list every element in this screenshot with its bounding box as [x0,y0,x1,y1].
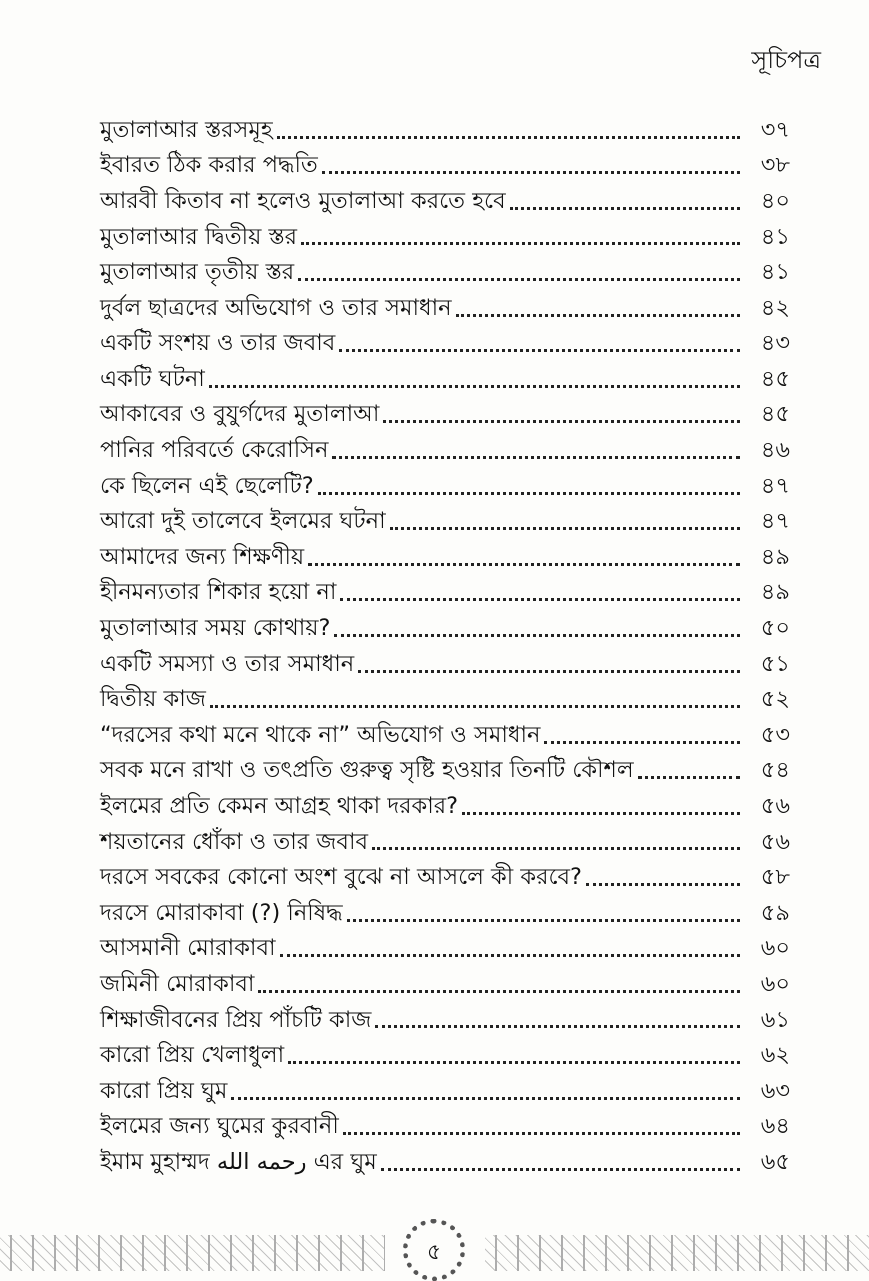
dot-leader [462,812,740,815]
toc-entry [100,1033,790,1069]
toc-entry-page: ৪৭ [760,508,790,535]
toc-entry-page: ৪৬ [760,437,790,464]
dot-leader [347,919,740,922]
toc-entry-title: “দরসের কথা মনে থাকে না” অভিযোগ ও সমাধান [100,721,541,748]
page-header-title: সূচিপত্র [751,46,821,74]
dot-leader [298,278,740,281]
toc-entry [100,500,790,536]
dot-leader [375,1025,740,1028]
toc-entry-title: মুতালাআর স্তরসমূহ [100,116,273,143]
toc-entry-page: ৪১ [760,223,790,250]
toc-entry-page: ৫৪ [760,757,790,784]
toc-entry-page: ৬১ [760,1006,790,1033]
toc-entry-title: শয়তানের ধোঁকা ও তার জবাব [100,828,369,855]
toc-entry [100,642,790,678]
toc-entry [100,713,790,749]
toc-entry-title: আসমানী মোরাকাবা [100,935,276,962]
dot-leader [381,1168,740,1171]
dot-leader [280,954,740,957]
toc-entry-title: কারো প্রিয় খেলাধুলা [100,1042,285,1069]
toc-entry-title: দরসে মোরাকাবা (?) নিষিদ্ধ [100,899,343,926]
toc-entry-title: দুর্বল ছাত্রদের অভিযোগ ও তার সমাধান [100,294,452,321]
toc-entry-page: ৫৬ [760,793,790,819]
toc-entry-title: ইমাম মুহাম্মদ رحمه الله এর ঘুম [100,1148,377,1175]
toc-entry-page: ৫৮ [760,864,790,891]
toc-entry-title: ইলমের প্রতি কেমন আগ্রহ থাকা দরকার? [100,793,459,819]
toc-entry [100,215,790,251]
toc-entry-page: ৬০ [760,935,790,962]
toc-entry-title: একটি সংশয় ও তার জবাব [100,330,336,357]
dot-leader [209,385,740,388]
decorative-border-right [485,1235,869,1271]
toc-entry-title: একটি সমস্যা ও তার সমাধান [100,650,355,677]
toc-entry-title: আরো দুই তালেবে ইলমের ঘটনা [100,508,386,535]
toc-entry [100,927,790,963]
toc-entry [100,179,790,215]
toc-entry [100,108,790,144]
toc-entry [100,784,790,820]
toc-entry-title: মুতালাআর দ্বিতীয় স্তর [100,223,298,250]
toc-entry [100,855,790,891]
toc-entry [100,393,790,429]
toc-entry-page: ৩৮ [760,152,790,179]
toc-entry-title: ইলমের জন্য ঘুমের কুরবানী [100,1113,339,1140]
dot-leader [358,670,740,673]
toc-entry-title: কে ছিলেন এই ছেলেটি? [100,472,314,499]
dot-leader [340,598,740,601]
toc-entry-page: ৪৯ [760,543,790,570]
dot-leader [638,776,740,779]
toc-entry [100,891,790,927]
toc-entry-title: হীনমন্যতার শিকার হয়ো না [100,579,337,606]
toc-entry-title: শিক্ষাজীবনের প্রিয় পাঁচটি কাজ [100,1006,372,1033]
toc-entry [100,962,790,998]
toc-entry-page: ৪২ [760,294,790,321]
dot-leader [372,847,740,850]
toc-entry-title: একটি ঘটনা [100,365,205,392]
dot-leader [258,990,740,993]
toc-entry-page: ৩৭ [760,116,790,143]
toc-entry [100,1069,790,1105]
toc-entry-title: আমাদের জন্য শিক্ষণীয় [100,543,305,570]
dot-leader [339,349,740,352]
toc-entry-page: ৪৭ [760,472,790,499]
decorative-border-left [0,1235,385,1271]
toc-entry-title: আকাবের ও বুযুর্গদের মুতালাআ [100,401,380,428]
toc-entry [100,144,790,180]
dot-leader [322,171,740,174]
toc-entry [100,820,790,856]
toc-entry-page: ৫৬ [760,828,790,855]
toc-entry-title: সবক মনে রাখা ও তৎপ্রতি গুরুত্ব সৃষ্টি হওয়ার তিনটি কৌশল [100,757,634,784]
toc-entry-page: ৬০ [760,970,790,997]
toc-entry-page: ৫৩ [760,721,790,748]
toc-entry [100,606,790,642]
toc-entry [100,250,790,286]
toc-entry-title: দরসে সবকের কোনো অংশ বুঝে না আসলে কী করবে? [100,864,582,891]
toc-entry [100,464,790,500]
toc-entry-page: ৫১ [760,650,790,677]
toc-entry-page: ৪৩ [760,330,790,357]
toc-entry-page: ৬২ [760,1042,790,1069]
dot-leader [456,314,740,317]
toc-entry [100,1140,790,1176]
toc-entry [100,357,790,393]
toc-entry-title: ইবারত ঠিক করার পদ্ধতি [100,152,318,179]
toc-entry [100,286,790,322]
toc-entry-page: ৬৩ [760,1077,790,1104]
toc-entry-title: কারো প্রিয় ঘুম [100,1077,228,1104]
toc-entry-title: দ্বিতীয় কাজ [100,686,206,713]
dot-leader [301,242,740,245]
dot-leader [390,527,740,530]
toc-entry-page: ৫০ [760,615,790,642]
dot-leader [510,207,740,210]
toc-entry-title: মুতালাআর সময় কোথায়? [100,615,331,642]
toc-entry-title: পানির পরিবর্তে কেরোসিন [100,437,329,464]
dot-leader [334,634,740,637]
dot-leader [332,456,740,459]
toc-entry-page: ৪০ [760,187,790,214]
dot-leader [288,1061,740,1064]
toc-entry-title: আরবী কিতাব না হলেও মুতালাআ করতে হবে [100,187,506,214]
toc-entry [100,322,790,358]
dot-leader [308,563,740,566]
toc-entry [100,678,790,714]
toc-entry-title: জমিনী মোরাকাবা [100,970,255,997]
toc-entry [100,428,790,464]
dot-leader [231,1097,740,1100]
toc-entry [100,571,790,607]
dot-leader [383,420,740,423]
page-footer [0,1215,869,1277]
dot-leader [318,492,740,495]
toc-entry [100,1105,790,1141]
toc-entry-page: ৪৫ [760,365,790,392]
toc-entry-page: ৪১ [760,259,790,286]
table-of-contents [100,108,790,1176]
page-number-medallion [403,1219,465,1281]
toc-entry-page: ৬৫ [760,1148,790,1175]
page-number: ৫ [426,1239,442,1265]
toc-entry-page: ৬৪ [760,1113,790,1140]
dot-leader [586,883,740,886]
dot-leader [343,1132,740,1135]
dot-leader [277,136,740,139]
toc-entry [100,998,790,1034]
toc-entry [100,749,790,785]
toc-entry-title: মুতালাআর তৃতীয় স্তর [100,259,295,286]
toc-entry-page: ৪৫ [760,401,790,428]
toc-entry-page: ৫২ [760,686,790,713]
toc-entry-page: ৫৯ [760,899,790,926]
dot-leader [210,705,740,708]
toc-entry [100,535,790,571]
toc-entry-page: ৪৯ [760,579,790,606]
dot-leader [544,741,740,744]
